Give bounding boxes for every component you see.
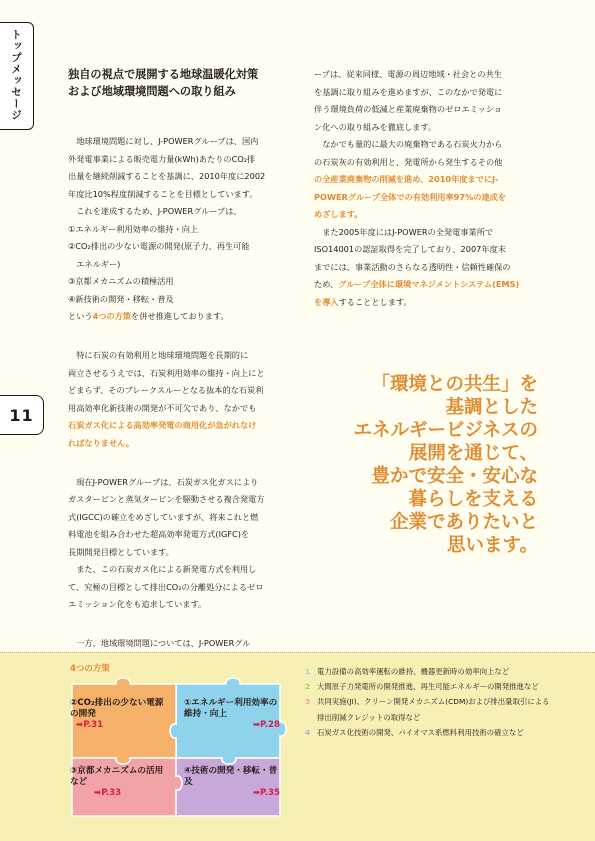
- piece-4-label: [184, 766, 284, 799]
- note-number: 4: [305, 727, 311, 737]
- note-item: [305, 679, 550, 694]
- note-item: [305, 725, 550, 740]
- text-line: ガスタービンと蒸気タービンを駆動させる複合発電方: [68, 494, 265, 504]
- band-title: 4つの方策: [70, 664, 110, 674]
- text-line: これを達成するため、J-POWERグループは、: [76, 206, 242, 216]
- puzzle-diagram: [66, 676, 296, 826]
- piece-1-label: [184, 698, 284, 731]
- heading-line: 独自の視点で展開する地球温暖化対策: [68, 68, 259, 81]
- highlight-text: を導入: [314, 296, 339, 307]
- paragraph: [68, 133, 298, 203]
- paragraph: [314, 66, 546, 136]
- right-column: [314, 66, 546, 311]
- section-tab[interactable]: [0, 22, 34, 130]
- page-ref[interactable]: P.28: [260, 720, 280, 730]
- text-line: 伴う環境負荷の低減と産業廃棄物のゼロエミッショ: [314, 104, 502, 114]
- page-ref[interactable]: P.33: [101, 788, 122, 798]
- piece-label-text: ③京都メカニズムの活用など: [70, 766, 164, 787]
- piece-3-label: [70, 766, 170, 799]
- text-line: また、この石炭ガス化による新発電方式を利用し: [76, 564, 257, 574]
- text-line: 外発電事業による販売電力量(kWh)あたりのCO₂排: [68, 153, 256, 164]
- section-tab-label: トップメッセージ: [10, 29, 22, 121]
- note-text: 共同実施(JI)、クリーン開発メカニズム(CDM)および排出量取引による排出削減クレジットの取得など: [317, 697, 550, 722]
- text-line: 現在J-POWERグループは、石炭ガス化ガスにより: [76, 476, 259, 487]
- section-heading: [68, 66, 298, 100]
- highlight-text: グループ全体に環境マネジメントシステム(EMS): [338, 279, 520, 289]
- page-ref-arrow: ➡: [252, 720, 261, 730]
- paragraph: [68, 347, 298, 452]
- quote-line: 暮らしを支える: [408, 489, 538, 510]
- text-span: という: [68, 311, 93, 321]
- highlight-text: めざします。: [314, 209, 363, 219]
- list-item: ④新技術の開発・移転・普及: [68, 293, 174, 304]
- text-line: ープは、従来同様、電源の周辺地域・社会との共生: [314, 69, 502, 79]
- page-number: 11: [0, 395, 44, 435]
- text-line: 用高効率化新技術の開発が不可欠であり、なかでも: [68, 402, 257, 413]
- text-line: エミッション化をも追求しています。: [68, 599, 207, 609]
- quote-line: 企業でありたいと: [389, 512, 538, 533]
- text-line: までには、事業活動のさらなる透明性・信頼性確保の: [314, 261, 511, 272]
- heading-line: および地域環境問題への取り組み: [68, 85, 236, 98]
- quote-line: 「環境との共生」を: [371, 374, 538, 395]
- list-item: エネルギー): [76, 258, 121, 269]
- text-line: の石炭灰の有効利用と、発電所から発生するその他: [314, 156, 503, 167]
- piece-label-text: ①エネルギー利用効率の維持・向上: [184, 698, 278, 719]
- list-item: ②CO₂排出の少ない電源の開発(原子力、再生可能: [68, 241, 250, 251]
- text-line: 特に石炭の有効利用と地球環境問題を長期的に: [76, 350, 249, 360]
- text-line: を基調に取り組みを進めますが、このなかで発電に: [314, 86, 503, 97]
- page-ref-arrow: ➡: [252, 788, 261, 798]
- quote-line: 基調とした: [445, 397, 538, 418]
- list-item: ③京都メカニズムの積極活用: [68, 276, 174, 286]
- page-ref[interactable]: P.35: [260, 788, 280, 798]
- list-item: ①エネルギー利用効率の維持・向上: [68, 223, 199, 234]
- note-number: 2: [305, 682, 311, 692]
- page-ref-arrow: ➡: [94, 788, 102, 798]
- text-line: [68, 308, 298, 326]
- text-line: 両立させるうえでは、石炭利用効率の維持・向上にと: [68, 367, 265, 378]
- note-number: 1: [305, 667, 311, 676]
- quote-line: 思います。: [446, 535, 538, 556]
- pull-quote: [330, 373, 538, 557]
- quote-line: 展開を通じて、: [408, 443, 538, 464]
- text-line: どまらず、そのブレークスルーとなる抜本的な石炭利: [68, 385, 264, 395]
- strategy-notes: [305, 664, 550, 740]
- note-text: 電力設備の高効率運転の維持、機器更新時の効率向上など: [317, 667, 510, 676]
- highlight-text: 4つの方策: [92, 311, 132, 321]
- left-column: [68, 66, 298, 653]
- note-text: 大間原子力発電所の開発推進、再生可能エネルギーの開発推進など: [317, 682, 539, 692]
- paragraph: [68, 561, 298, 614]
- highlight-text: 石炭ガス化による高効率発電の商用化が急がれなけ: [68, 420, 257, 430]
- page-ref[interactable]: P.31: [83, 720, 104, 730]
- text-line: 式(IGCC)の確立をめざしていますが、将来これと燃: [68, 511, 259, 522]
- paragraph: [68, 203, 298, 221]
- strategy-list: [68, 221, 298, 309]
- text-line: 年度比10%程度削減することを目標としています。: [68, 188, 258, 199]
- note-text: 石炭ガス化技術の開発、バイオマス系燃料利用技術の確立など: [317, 727, 524, 737]
- text-line: 一方、地域環境問題については、J-POWERグル: [76, 638, 251, 648]
- text-line: ン化への取り組みを徹底します。: [314, 121, 437, 132]
- text-line: 地球環境問題に対し、J-POWERグループは、国内: [76, 136, 259, 146]
- piece-label-text: ④技術の開発・移転・普及: [184, 766, 278, 787]
- note-item: [305, 664, 550, 679]
- text-line: なかでも量的に最大の廃棄物である石炭火力から: [322, 139, 503, 149]
- text-line: 出量を継続削減することを基調に、2010年度に2002: [68, 171, 266, 181]
- highlight-text: ればなりません。: [68, 437, 134, 448]
- text-line: て、究極の目標として排出CO₂の分離処分によるゼロ: [68, 581, 264, 592]
- quote-line: エネルギービジネスの: [353, 420, 538, 441]
- paragraph: [68, 474, 298, 562]
- piece-label-text: ②CO₂排出の少ない電源の開発: [70, 698, 164, 719]
- note-number: 3: [305, 697, 311, 707]
- text-line: また2005年度にはJ-POWERの全発電事業所で: [322, 226, 494, 237]
- text-line: 料電池を組み合わせた超高効率発電方式(IGFC)を: [68, 529, 250, 539]
- text-line: [314, 294, 546, 312]
- paragraph: [314, 224, 546, 312]
- text-line: [314, 276, 546, 294]
- text-span: することとします。: [338, 296, 412, 307]
- text-span: ため、: [314, 279, 339, 289]
- paragraph: [314, 136, 546, 224]
- highlight-text: POWERグループ全体での有効利用率97%の達成を: [314, 191, 507, 202]
- highlight-text: の全産業廃棄物の削減を進め、2010年度までにJ-: [314, 174, 499, 184]
- page-ref-arrow: ➡: [76, 720, 84, 730]
- text-line: 長期開発目標としています。: [68, 546, 174, 557]
- quote-line: 豊かで安全・安心な: [371, 466, 538, 487]
- piece-2-label: [70, 698, 170, 731]
- note-item: [305, 694, 550, 724]
- text-line: ISO14001の認証取得を完了しており、2007年度末: [314, 244, 506, 254]
- text-span: を併せ推進しております。: [131, 311, 229, 321]
